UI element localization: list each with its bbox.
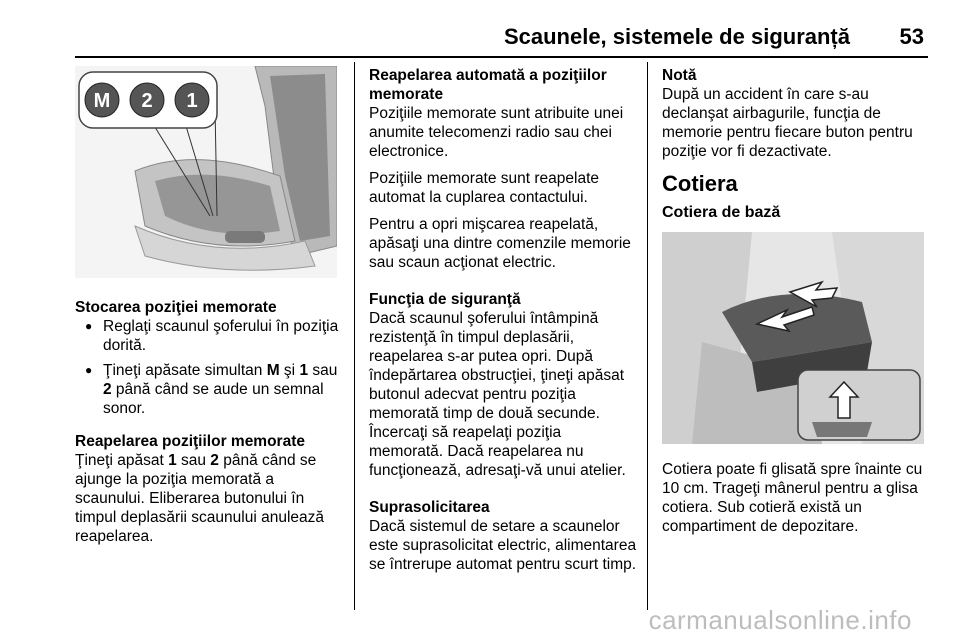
list-item: ● Ţineţi apăsate simultan M şi 1 sau 2 până când se aude un semnal sonor. [75, 361, 343, 418]
memory-button-2 [130, 83, 164, 117]
store-steps-list [75, 317, 343, 418]
paragraph: Cotiera poate fi glisată spre înainte cu 10 cm. Trageţi mânerul pentru a glisa cotiera. Sub cotieră există un compartiment de depozitare. [662, 461, 923, 535]
column-divider-1 [354, 62, 355, 610]
heading-recall-memory: Reapelarea poziţiilor memorate [75, 433, 305, 450]
page-number: 53 [899, 24, 924, 49]
column-divider-2 [647, 62, 648, 610]
paragraph: Poziţiile memorate sunt reapelate automat la cuplarea contactului. [369, 170, 600, 206]
subsection-title-basic-armrest: Cotiera de bază [662, 204, 781, 221]
header-rule [75, 56, 928, 58]
heading-store-memory: Stocarea poziţiei memorate [75, 299, 277, 316]
svg-text:2: 2 [141, 90, 153, 112]
column-2 [369, 66, 637, 582]
seat-memory-buttons-illustration [75, 66, 337, 278]
paragraph: Pentru a opri mişcarea reapelată, apăsaţi una dintre comenzile memorie sau scaun acţionat electric. [369, 216, 631, 271]
svg-text:M: M [93, 90, 111, 112]
paragraph: Dacă scaunul şoferului întâmpină rezistenţă în timpul deplasării, reapelarea s-ar putea opri. După îndepărtarea obstrucţiei, ţineţi apăsat butonul adecvat pentru poziţia memorată timp de două secunde. Încercaţi să reapelaţi poziţia memorată. Dacă reapelarea nu funcţionează, adresaţi-vă unui atelier. [369, 310, 626, 479]
memory-button-m [85, 83, 119, 117]
recall-paragraph: Ţineţi apăsat 1 sau 2 până când se ajunge la poziţia memorată a scaunului. Eliberarea butonului în timpul deplasării scaunului anulează reapelarea. [75, 452, 325, 545]
watermark: carmanualsonline.info [648, 605, 912, 635]
heading-note: Notă [662, 67, 697, 84]
column-1 [75, 66, 343, 554]
armrest-illustration [662, 232, 924, 444]
section-title-armrest: Cotiera [662, 171, 738, 196]
paragraph: Dacă sistemul de setare a scaunelor este suprasolicitat electric, alimentarea se întrerupe automat pentru scurt timp. [369, 518, 637, 573]
heading-safety-function: Funcţia de siguranţă [369, 291, 521, 308]
column-3 [662, 66, 928, 544]
heading-auto-recall: Reapelarea automată a poziţiilor memorate [369, 67, 607, 103]
paragraph: Poziţiile memorate sunt atribuite unei anumite telecomenzi radio sau chei electronice. [369, 105, 624, 160]
memory-button-1 [175, 83, 209, 117]
header-title: Scaunele, sistemele de siguranță [503, 24, 850, 49]
heading-overload: Suprasolicitarea [369, 499, 490, 516]
list-item: ● Reglaţi scaunul şoferului în poziţia dorită. [75, 317, 343, 355]
svg-text:1: 1 [186, 90, 198, 112]
note-paragraph: După un accident în care s-au declanşat airbagurile, funcţia de memorie pentru fiecare buton pentru poziţie vor fi dezactivate. [662, 86, 913, 160]
